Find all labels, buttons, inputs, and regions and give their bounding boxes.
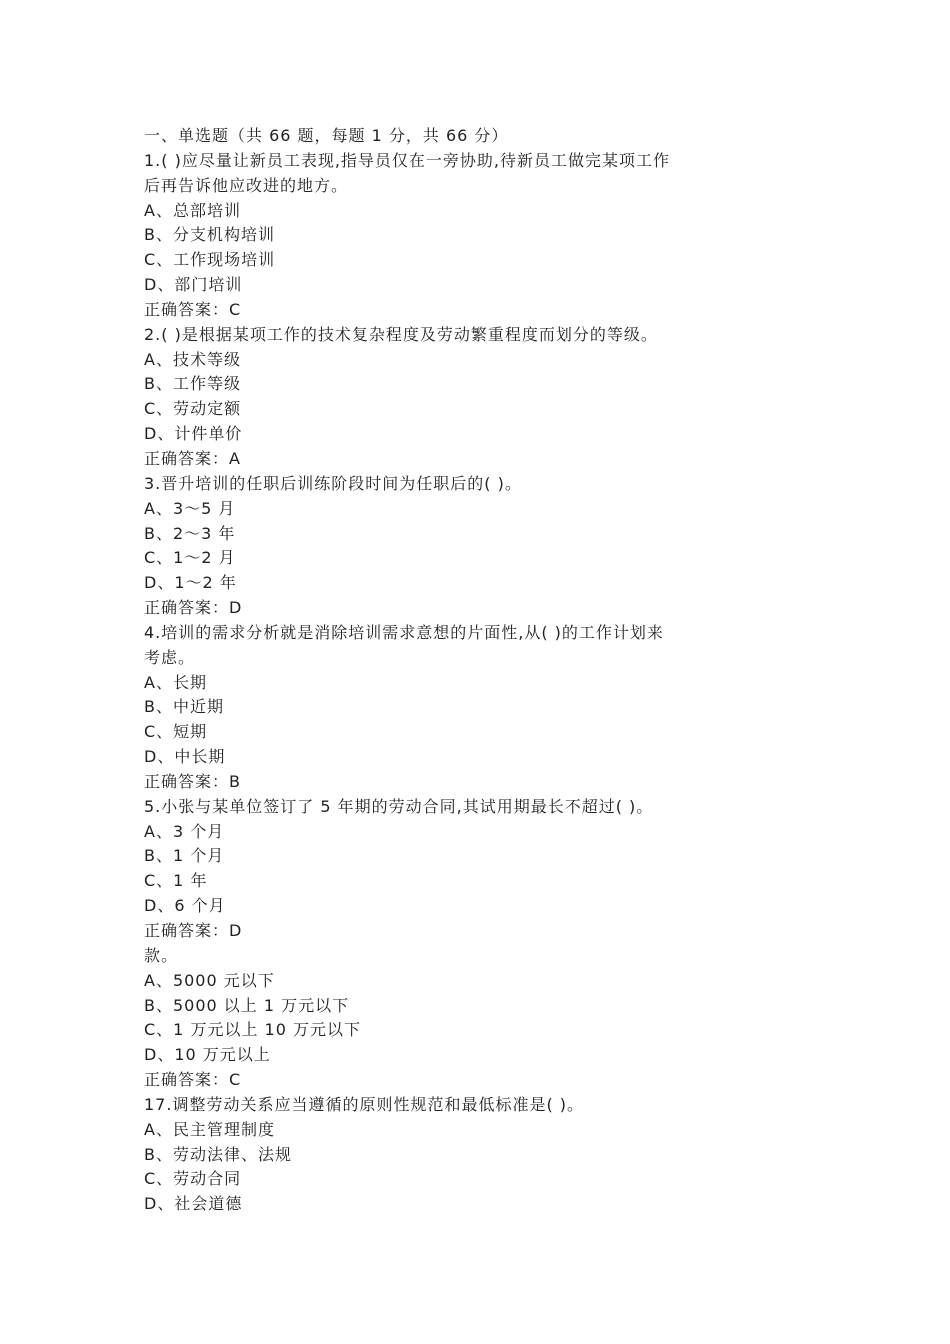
- question-stem: 1.( )应尽量让新员工表现,指导员仅在一旁协助,待新员工做完某项工作: [144, 150, 671, 170]
- answer-option: A、技术等级: [144, 349, 241, 369]
- question-stem: 考虑。: [144, 647, 196, 667]
- question-stem: 2.( )是根据某项工作的技术复杂程度及劳动繁重程度而划分的等级。: [144, 324, 658, 344]
- correct-answer: 正确答案：C: [144, 1070, 242, 1090]
- answer-option: C、1～2 月: [144, 548, 236, 568]
- answer-option: B、1 个月: [144, 846, 225, 866]
- answer-option: D、中长期: [144, 747, 226, 767]
- answer-option: B、中近期: [144, 697, 224, 717]
- answer-option: C、工作现场培训: [144, 250, 276, 270]
- answer-option: A、总部培训: [144, 200, 241, 220]
- answer-option: C、1 年: [144, 871, 208, 891]
- answer-option: B、工作等级: [144, 374, 241, 394]
- answer-option: D、部门培训: [144, 275, 243, 295]
- question-block: [144, 472, 764, 621]
- answer-option: A、5000 元以下: [144, 970, 275, 990]
- question-stem: 后再告诉他应改进的地方。: [144, 175, 349, 195]
- correct-answer: 正确答案：C: [144, 299, 242, 319]
- answer-option: D、1～2 年: [144, 573, 237, 593]
- correct-answer: 正确答案：B: [144, 771, 241, 791]
- answer-option: A、3～5 月: [144, 498, 236, 518]
- answer-option: B、劳动法律、法规: [144, 1144, 292, 1164]
- answer-option: B、2～3 年: [144, 523, 236, 543]
- answer-option: A、3 个月: [144, 821, 225, 841]
- question-block: [144, 621, 764, 795]
- question-stem: 4.培训的需求分析就是消除培训需求意想的片面性,从( )的工作计划来: [144, 622, 664, 642]
- answer-option: A、长期: [144, 672, 207, 692]
- question-block: [144, 323, 764, 472]
- question-block: [144, 795, 764, 944]
- answer-option: D、社会道德: [144, 1194, 243, 1214]
- answer-option: D、10 万元以上: [144, 1045, 271, 1065]
- question-block: [144, 944, 764, 1093]
- correct-answer: 正确答案：D: [144, 921, 243, 940]
- question-stem: 3.晋升培训的任职后训练阶段时间为任职后的( )。: [144, 473, 522, 493]
- correct-answer: 正确答案：D: [144, 598, 243, 618]
- section-heading: 一、单选题（共 66 题，每题 1 分，共 66 分）: [144, 126, 509, 145]
- question-list: [144, 149, 764, 1217]
- answer-option: B、分支机构培训: [144, 225, 275, 245]
- answer-option: C、1 万元以上 10 万元以下: [144, 1020, 361, 1040]
- answer-option: C、短期: [144, 722, 208, 742]
- question-block: [144, 1093, 764, 1217]
- question-stem: 5.小张与某单位签订了 5 年期的劳动合同,其试用期最长不超过( )。: [144, 796, 654, 816]
- answer-option: B、5000 以上 1 万元以下: [144, 995, 350, 1015]
- question-stem: 17.调整劳动关系应当遵循的原则性规范和最低标准是( )。: [144, 1094, 585, 1114]
- question-block: [144, 149, 764, 323]
- answer-option: D、6 个月: [144, 896, 226, 916]
- answer-option: A、民主管理制度: [144, 1119, 275, 1139]
- answer-option: C、劳动定额: [144, 399, 242, 419]
- correct-answer: 正确答案：A: [144, 448, 241, 468]
- answer-option: C、劳动合同: [144, 1169, 242, 1189]
- document-page: [144, 124, 764, 1217]
- question-stem: 款。: [144, 945, 179, 965]
- answer-option: D、计件单价: [144, 424, 243, 444]
